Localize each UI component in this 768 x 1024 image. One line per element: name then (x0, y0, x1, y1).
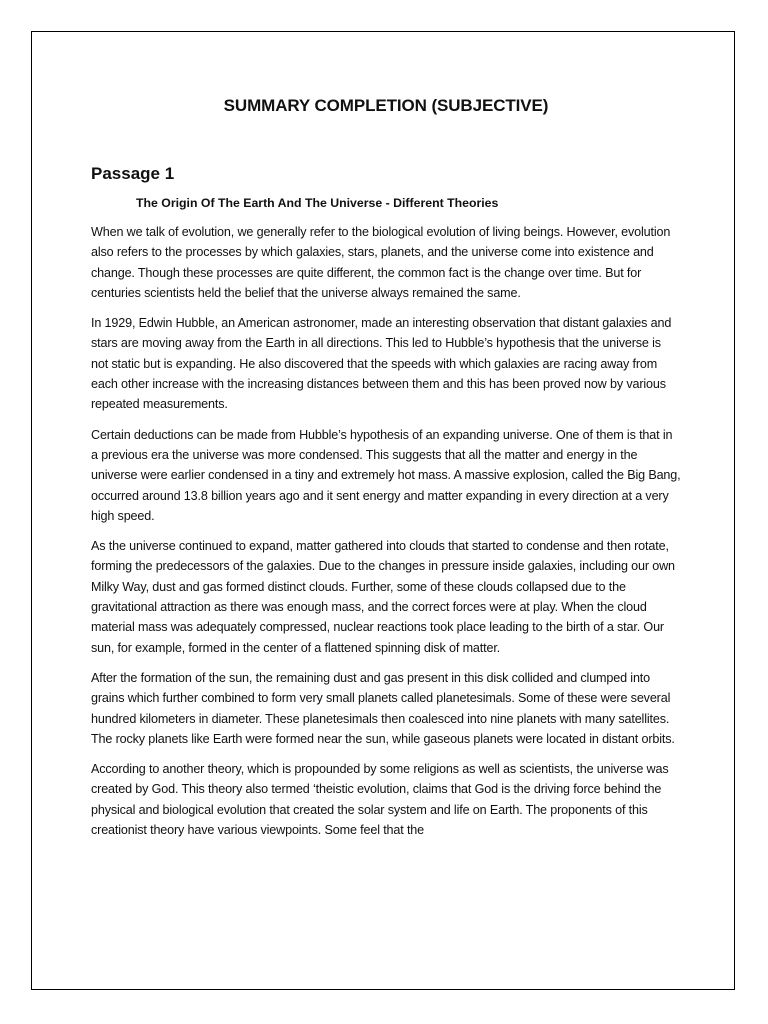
paragraph-2: In 1929, Edwin Hubble, an American astronomer, made an interesting observation that distant galaxies and stars are moving away from the Earth in all directions. This led to Hubble’s hypothesis that the universe is not static but is expanding. He also discovered that the speeds with which galaxies are racing away from each other increase with the increasing distances between them and this has been proved now by various repeated measurements. (91, 316, 672, 412)
passage-heading: Passage 1 (91, 164, 175, 183)
document-body (91, 96, 681, 850)
paragraph-6: According to another theory, which is propounded by some religions as well as scientists, the universe was created by God. This theory also termed ‘theistic evolution, claims that God is the driving force behind the physical and biological evolution that created the solar system and life on Earth. The proponents of this creationist theory have various viewpoints. Some feel that the (91, 762, 669, 838)
passage-subtitle: The Origin Of The Earth And The Universe - Different Theories (136, 196, 499, 210)
paragraph-4: As the universe continued to expand, matter gathered into clouds that started to condense and then rotate, forming the predecessors of the galaxies. Due to the changes in pressure inside galaxies, including our own Milky Way, dust and gas formed distinct clouds. Further, some of these clouds collapsed due to the gravitational attraction as there was enough mass, and the correct forces were at play. When the cloud material mass was adequately compressed, nuclear reactions took place leading to the birth of a star. Our sun, for example, formed in the center of a flattened spinning disk of matter. (91, 539, 675, 655)
document-title: SUMMARY COMPLETION (SUBJECTIVE) (223, 96, 549, 115)
paragraph-5: After the formation of the sun, the remaining dust and gas present in this disk collided and clumped into grains which further combined to form very small planets called planetesimals. Some of these were several hundred kilometers in diameter. These planetesimals then coalesced into nine planets with many satellites. The rocky planets like Earth were formed near the sun, while gaseous planets were located in distant orbits. (91, 670, 675, 746)
paragraph-1: When we talk of evolution, we generally refer to the biological evolution of living beings. However, evolution also refers to the processes by which galaxies, stars, planets, and the universe come into existence and change. Though these processes are quite different, the common fact is the change over time. But for centuries scientists held the belief that the universe always remained the same. (91, 225, 671, 300)
paragraph-3: Certain deductions can be made from Hubble’s hypothesis of an expanding universe. One of them is that in a previous era the universe was more condensed. This suggests that all the matter and energy in the universe were earlier condensed in a tiny and extremely hot mass. A massive explosion, called the Big Bang, occurred around 13.8 billion years ago and it sent energy and matter expanding in every direction at a very high speed. (91, 427, 681, 523)
